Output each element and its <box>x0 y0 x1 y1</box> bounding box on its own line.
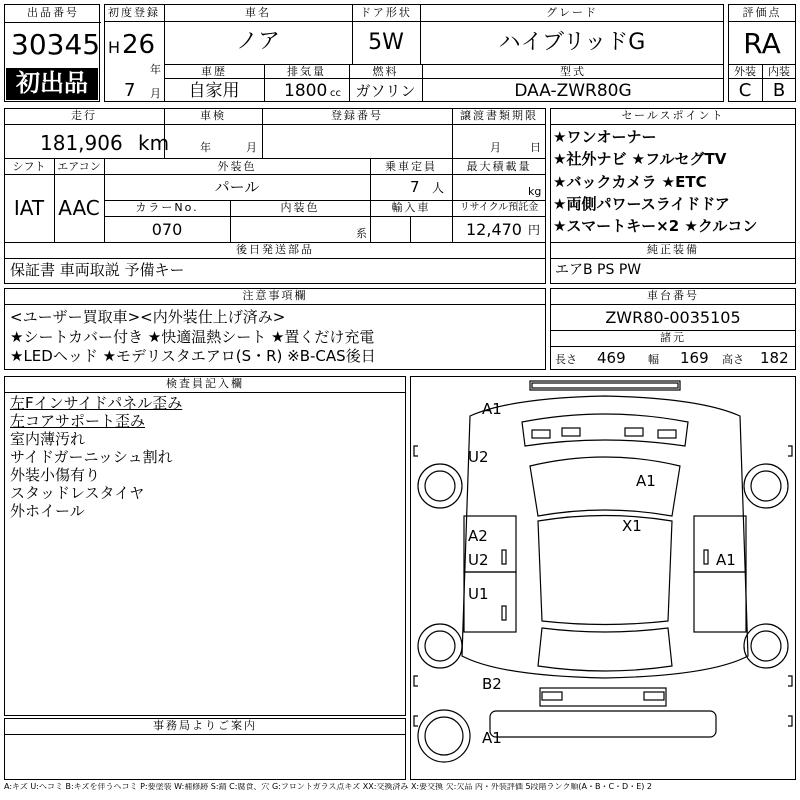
color-label: 外装色 <box>217 160 257 173</box>
damage-mark: A2 <box>468 527 488 545</box>
damage-mark: A1 <box>716 551 736 569</box>
standard-equipment-value: エアB PS PW <box>555 262 642 278</box>
recycle-label: リサイクル預託金 <box>459 202 539 213</box>
history-label: 車歴 <box>201 65 227 78</box>
damage-mark: X1 <box>622 517 642 535</box>
inspection-year-unit: 年 <box>200 141 211 154</box>
reg-number-label: 登録番号 <box>331 109 383 122</box>
score-label: 評価点 <box>742 6 782 19</box>
transfer-label: 譲渡書類期限 <box>460 109 538 122</box>
reg-year: 26 <box>122 30 156 60</box>
reg-month: 7 <box>124 80 136 101</box>
sales-point-line: ★ワンオーナー <box>553 128 657 146</box>
history-value: 自家用 <box>188 81 240 101</box>
load-label: 最大積載量 <box>466 160 532 173</box>
damage-mark: A1 <box>482 400 502 418</box>
car-diagram <box>410 376 796 780</box>
damage-mark: U2 <box>468 551 489 569</box>
capacity-unit: 人 <box>432 181 445 195</box>
capacity-label: 乗車定員 <box>385 160 437 173</box>
spare-wheel <box>418 710 470 762</box>
import-label: 輸入車 <box>391 201 431 214</box>
model-label: 型式 <box>560 65 586 78</box>
notes-line: ★シートカバー付き ★快適温熱シート ★置くだけ充電 <box>10 328 375 346</box>
year-unit: 年 <box>150 63 161 76</box>
inspector-line: 左コアサポート歪み <box>10 412 146 430</box>
sales-points-label: セールスポイント <box>621 109 725 122</box>
width-label: 幅 <box>648 353 659 366</box>
fuel-value: ガソリン <box>355 82 416 100</box>
height-value: 182 <box>760 349 789 367</box>
door-label: ドア形状 <box>360 6 412 19</box>
notes-line: <ユーザー買取車><内外装仕上げ済み> <box>10 308 286 326</box>
chassis-label: 車台番号 <box>647 289 699 302</box>
displacement-label: 排気量 <box>287 65 326 78</box>
door-value: 5W <box>368 30 404 55</box>
aircon-value: AAC <box>58 196 100 220</box>
inspector-line: サイドガーニッシュ割れ <box>10 448 173 466</box>
length-label: 長さ <box>555 353 577 366</box>
recycle-value: 12,470 <box>466 220 522 239</box>
damage-mark: A1 <box>482 729 502 747</box>
sales-point-line: ★バックカメラ ★ETC <box>553 173 707 191</box>
color-no-value: 070 <box>151 220 183 239</box>
height-label: 高さ <box>722 353 744 366</box>
car-name-label: 車名 <box>245 6 271 19</box>
sales-point-line: ★両側パワースライドドア <box>553 195 730 213</box>
office-label: 事務局よりご案内 <box>153 719 257 732</box>
damage-mark: B2 <box>482 675 502 693</box>
recycle-unit: 円 <box>528 223 541 237</box>
color-value: パール <box>214 178 260 196</box>
chassis-value: ZWR80-0035105 <box>605 308 741 327</box>
color-no-label: カラーNo. <box>135 201 199 214</box>
interior-color-unit: 系 <box>356 227 367 240</box>
shift-label: シフト <box>12 160 46 173</box>
grade-label: グレード <box>546 6 598 19</box>
notes-line: ★LEDヘッド ★モデリスタエアロ(S・R) ※B-CAS後日 <box>10 347 376 365</box>
notes-label: 注意事項欄 <box>242 289 308 302</box>
lot-number: 30345 <box>11 28 101 61</box>
standard-equipment-label: 純正装備 <box>647 243 699 256</box>
inspector-line: 外装小傷有り <box>10 466 101 484</box>
reg-label: 初度登録 <box>108 6 160 19</box>
load-unit: kg <box>528 185 542 198</box>
inspector-line: スタッドレスタイヤ <box>10 484 145 502</box>
capacity-value: 7 <box>410 178 420 196</box>
month-unit: 月 <box>150 87 161 100</box>
mileage-unit: km <box>138 131 170 155</box>
legend: A:キズ U:ヘコミ B:キズを伴うヘコミ P:要塗装 W:補修跡 S:錆 C:腐食、穴 G:フロントガラス点キズ XX:交換済み X:要交換 欠:欠品 内・外装評価 5段階ランク順(A・B・C・D・E) 2 <box>4 783 653 791</box>
inspector-line: 室内薄汚れ <box>10 430 86 448</box>
length-value: 469 <box>597 349 626 367</box>
displacement-value: 1800 <box>284 81 328 101</box>
exterior-label: 外装 <box>734 65 756 78</box>
dimensions-label: 諸元 <box>660 331 686 344</box>
transfer-day-unit: 日 <box>530 141 541 154</box>
fuel-label: 燃料 <box>372 65 399 78</box>
interior-color-label: 内装色 <box>280 201 320 214</box>
first-listing-text: 初出品 <box>16 69 88 97</box>
grade-value: ハイブリッドG <box>498 30 646 55</box>
later-parts-label: 後日発送部品 <box>236 243 314 256</box>
transfer-month-unit: 月 <box>490 141 501 154</box>
era: H <box>108 38 121 57</box>
inspector-label: 検査員記入欄 <box>166 377 244 390</box>
displacement-unit: cc <box>330 88 341 99</box>
rear-bumper-outline <box>540 688 666 706</box>
later-parts-value: 保証書 車両取説 予備キー <box>10 261 185 279</box>
score-value: RA <box>743 27 781 60</box>
header-section <box>4 4 796 102</box>
model-value: DAA-ZWR80G <box>514 81 632 101</box>
damage-mark: U1 <box>468 585 489 603</box>
inspection-month-unit: 月 <box>246 141 257 154</box>
shift-value: IAT <box>13 196 45 220</box>
aircon-label: エアコン <box>57 160 101 173</box>
inspector-line: 左Fインサイドパネル歪み <box>10 394 183 412</box>
sales-point-line: ★スマートキー×2 ★クルコン <box>553 217 758 235</box>
body-outline <box>462 396 748 678</box>
sales-point-line: ★社外ナビ ★フルセグTV <box>553 150 727 168</box>
inspector-line: 外ホイール <box>10 502 85 520</box>
interior-value: B <box>772 80 786 101</box>
exterior-value: C <box>738 80 752 101</box>
damage-mark: U2 <box>468 448 489 466</box>
width-value: 169 <box>680 349 709 367</box>
inspection-label: 車検 <box>200 109 226 122</box>
lot-label: 出品番号 <box>27 6 79 19</box>
front-bumper-outline <box>530 381 680 390</box>
interior-label: 内装 <box>768 65 790 78</box>
car-name: ノア <box>235 29 280 54</box>
mileage-value: 181,906 <box>40 131 123 155</box>
mileage-label: 走行 <box>71 109 97 122</box>
damage-mark: A1 <box>636 472 656 490</box>
